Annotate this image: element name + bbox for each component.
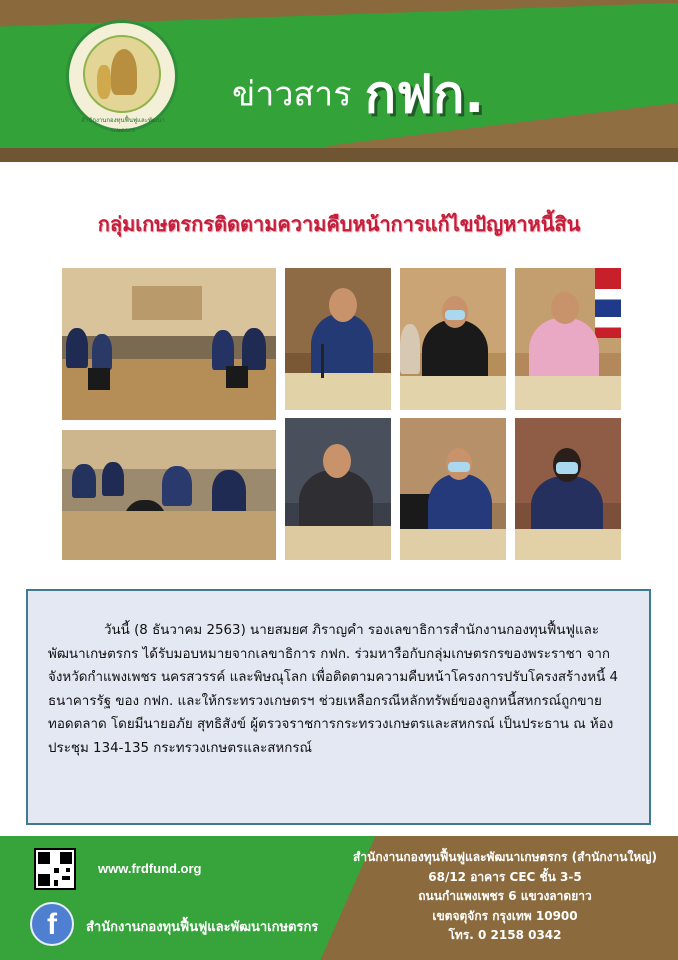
photo-meeting-room (62, 268, 276, 420)
footer (0, 836, 678, 960)
photo-official-2 (400, 268, 506, 410)
facebook-icon[interactable]: f (30, 902, 74, 946)
address-line: ถนนกำแพงเพชร 6 แขวงลาดยาว (418, 889, 592, 903)
logo-emblem (83, 35, 161, 113)
article-body: วันนี้ (8 ธันวาคม 2563) นายสมยศ ภิราญคำ รองเลขาธิการสำนักงานกองทุนฟื้นฟูและพัฒนาเกษตรกร ได้รับมอบหมายจากเลขาธิการ กฟก. ร่วมหารือกับกลุ่มเกษตรกรของพระราชา จากจังหวัดกำแพงเพชร นครสวรรค์ และพิษณุโลก เพื่อติดตามความคืบหน้าโครงการปรับโครงสร้างหนี้ 4 ธนาคารรัฐ ของ กฟก. และให้กระทรวงเกษตรฯ ช่วยเหลือกรณีหลักทรัพย์ของลูกหนี้สหกรณ์ถูกขายทอดตลาด โดยมีนายอภัย สุทธิสังข์ ผู้ตรวจราชการกระทรวงเกษตรและสหกรณ์ เป็นประธาน ณ ห้องประชุม 134-135 กระทรวงเกษตรและสหกรณ์ (48, 623, 619, 756)
address-line: สำนักงานกองทุนฟื้นฟูและพัฒนาเกษตรกร (สำนักงานใหญ่) (353, 850, 657, 864)
photo-official-6 (515, 418, 621, 560)
article-box (26, 589, 651, 825)
logo-figure (111, 49, 137, 95)
logo-ring-text: สำนักงานกองทุนฟื้นฟูและพัฒนาเกษตรกร (81, 117, 165, 134)
address-line: เขตจตุจักร กรุงเทพ 10900 (432, 908, 578, 923)
office-address (340, 848, 670, 946)
photo-official-1 (285, 268, 391, 410)
header-title-news: ข่าวสาร (232, 74, 352, 115)
header-banner (0, 0, 678, 162)
phone-number: โทร. 0 2158 0342 (448, 928, 562, 942)
photo-official-4 (285, 418, 391, 560)
facebook-page-name[interactable]: สำนักงานกองทุนฟื้นฟูและพัฒนาเกษตรกร (86, 920, 319, 935)
frdfund-logo (66, 20, 178, 132)
photo-participants (62, 430, 276, 560)
photo-official-5 (400, 418, 506, 560)
photo-official-3 (515, 268, 621, 410)
news-headline: กลุ่มเกษตรกรติดตามความคืบหน้าการแก้ไขปัญหาหนี้สิน (97, 212, 581, 236)
header-title-org: กฟก. (364, 65, 485, 125)
logo-wheat (97, 65, 111, 99)
qr-code-icon[interactable] (34, 848, 76, 890)
address-line: 68/12 อาคาร CEC ชั้น 3-5 (428, 869, 582, 884)
website-link[interactable]: www.frdfund.org (98, 861, 202, 876)
header-bottom-stripe (0, 148, 678, 162)
header-title (232, 52, 484, 135)
